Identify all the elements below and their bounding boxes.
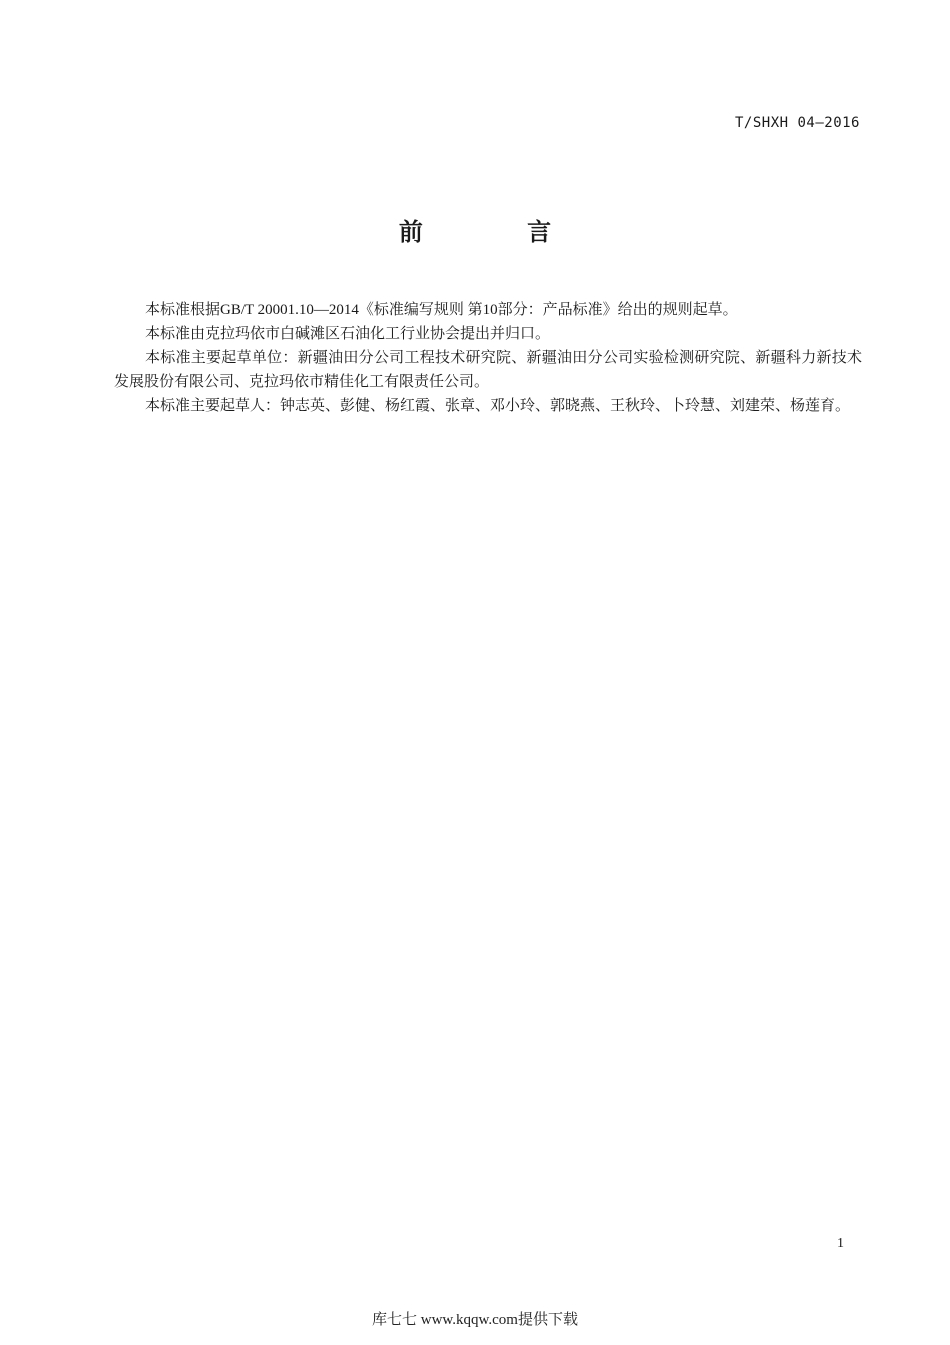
paragraph-drafters: 本标准主要起草人：钟志英、彭健、杨红霞、张章、邓小玲、郭晓燕、王秋玲、卜玲慧、刘建荣、杨莲育。 [145,398,851,414]
page-title: 前 言 [398,218,600,246]
preface-body [114,298,862,418]
paragraph-proposer: 本标准由克拉玛依市白碱滩区石油化工行业协会提出并归口。 [145,326,551,342]
standard-code: T/SHXH 04—2016 [734,115,860,131]
paragraph-drafting-rules: 本标准根据GB/T 20001.10—2014《标准编写规则 第10部分：产品标准》给出的规则起草。 [145,302,738,318]
page-number: 1 [837,1236,844,1251]
download-credit: 库七七 www.kqqw.com提供下载 [372,1312,578,1328]
paragraph-drafting-units: 本标准主要起草单位：新疆油田分公司工程技术研究院、新疆油田分公司实验检测研究院、新疆科力新技术发展股份有限公司、克拉玛依市精佳化工有限责任公司。 [114,350,862,390]
